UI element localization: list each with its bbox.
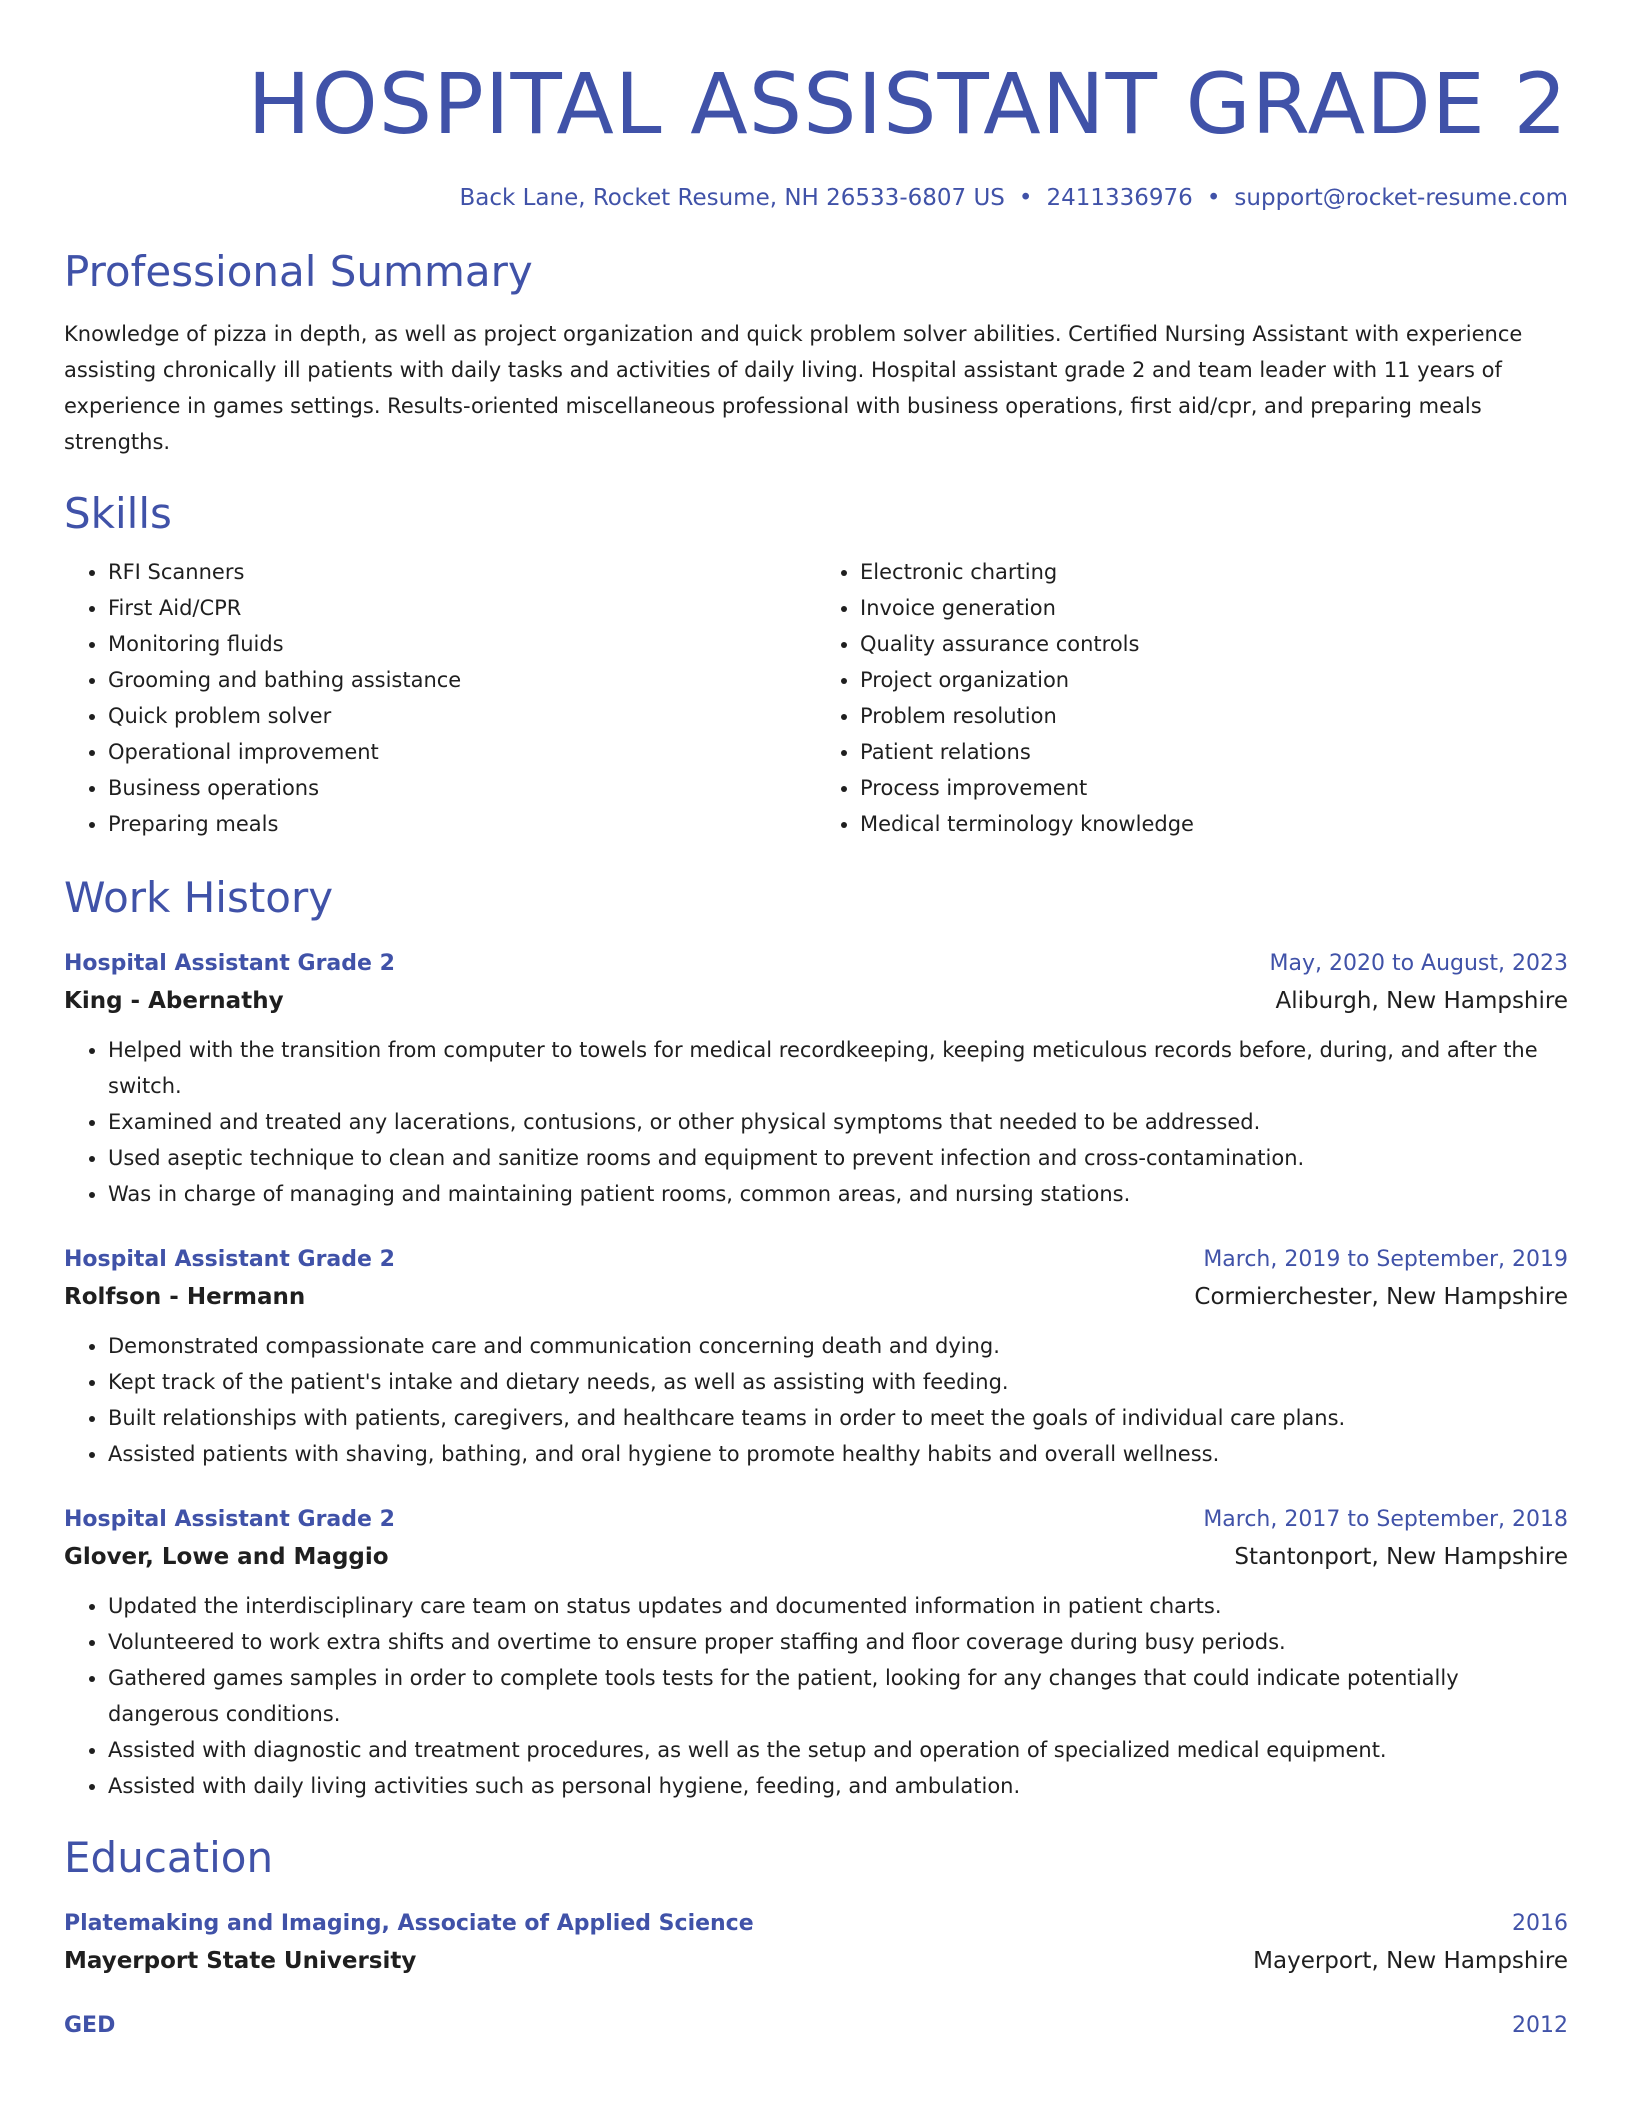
skill-item: • Quality assurance controls — [860, 626, 1568, 662]
summary-heading: Professional Summary — [64, 247, 533, 296]
education-year: 2012 — [1512, 2013, 1568, 2038]
education-entry — [64, 1906, 1568, 1980]
education-degree: Platemaking and Imaging, Associate of Applied Science — [64, 1911, 754, 1936]
resume-name: HOSPITAL ASSISTANT GRADE 2 — [247, 55, 1568, 153]
contact-separator: • — [1206, 185, 1221, 211]
job-company-row — [64, 1278, 1568, 1316]
job-bullet: • Updated the interdisciplinary care team on status updates and documented information in patient charts. — [108, 1588, 1568, 1624]
job-bullet: • Was in charge of managing and maintaining patient rooms, common areas, and nursing stations. — [108, 1176, 1568, 1212]
skill-item: • Process improvement — [860, 770, 1568, 806]
skill-item: • Electronic charting — [860, 554, 1568, 590]
job-bullet: • Helped with the transition from computer to towels for medical recordkeeping, keeping meticulous records before, during, and after the switch. — [108, 1032, 1568, 1104]
skills-list — [64, 554, 1568, 842]
contact-separator: • — [1018, 185, 1033, 211]
skill-item: • Grooming and bathing assistance — [108, 662, 816, 698]
skill-item: • Invoice generation — [860, 590, 1568, 626]
education-school: Mayerport State University — [64, 1948, 417, 1974]
job-bullet: • Volunteered to work extra shifts and overtime to ensure proper staffing and floor coverage during busy periods. — [108, 1624, 1568, 1660]
job-bullet: • Built relationships with patients, caregivers, and healthcare teams in order to meet the goals of individual care plans. — [108, 1400, 1568, 1436]
job-bullet: • Assisted with diagnostic and treatment procedures, as well as the setup and operation of specialized medical equipment. — [108, 1732, 1568, 1768]
skill-item: • Quick problem solver — [108, 698, 816, 734]
job-entry — [64, 946, 1568, 1212]
skill-item: • Project organization — [860, 662, 1568, 698]
job-location: Cormierchester, New Hampshire — [1194, 1284, 1568, 1310]
job-dates: May, 2020 to August, 2023 — [1269, 951, 1568, 976]
education-school-row — [64, 1942, 1568, 1980]
job-bullet: • Examined and treated any lacerations, contusions, or other physical symptoms that needed to be addressed. — [108, 1104, 1568, 1140]
job-location: Stantonport, New Hampshire — [1234, 1544, 1568, 1570]
education-heading: Education — [64, 1833, 274, 1882]
job-location: Aliburgh, New Hampshire — [1275, 988, 1568, 1014]
skill-item: • Patient relations — [860, 734, 1568, 770]
job-bullet: • Assisted with daily living activities such as personal hygiene, feeding, and ambulation. — [108, 1768, 1568, 1804]
job-entry — [64, 1242, 1568, 1472]
contact-line — [64, 182, 1568, 214]
skill-item: • Operational improvement — [108, 734, 816, 770]
job-dates: March, 2017 to September, 2018 — [1203, 1507, 1568, 1532]
job-bullet: • Kept track of the patient's intake and dietary needs, as well as assisting with feeding. — [108, 1364, 1568, 1400]
contact-email[interactable]: support@rocket-resume.com — [1234, 185, 1568, 211]
education-location: Mayerport, New Hampshire — [1253, 1948, 1568, 1974]
skill-item: • Medical terminology knowledge — [860, 806, 1568, 842]
job-bullets — [64, 1588, 1568, 1804]
job-company: King - Abernathy — [64, 988, 284, 1014]
summary-text: Knowledge of pizza in depth, as well as project organization and quick problem solver abilities. Certified Nursing Assistant with experience assisting chronically ill patients with daily tasks and activities of daily living. Hospital assistant grade 2 and team leader with 11 years of experience in games settings. Results-oriented miscellaneous professional with business operations, first aid/cpr, and preparing meals strengths. — [64, 322, 1523, 454]
job-bullet: • Demonstrated compassionate care and communication concerning death and dying. — [108, 1328, 1568, 1364]
job-company-row — [64, 1538, 1568, 1576]
job-entry — [64, 1502, 1568, 1804]
skill-item: • RFI Scanners — [108, 554, 816, 590]
skill-item: • First Aid/CPR — [108, 590, 816, 626]
job-bullets — [64, 1032, 1568, 1212]
job-bullet: • Assisted patients with shaving, bathing, and oral hygiene to promote healthy habits and overall wellness. — [108, 1436, 1568, 1472]
skills-column-left — [64, 554, 816, 842]
contact-address: Back Lane, Rocket Resume, NH 26533-6807 US — [459, 185, 1005, 211]
job-dates: March, 2019 to September, 2019 — [1203, 1247, 1568, 1272]
skill-item: • Preparing meals — [108, 806, 816, 842]
job-title: Hospital Assistant Grade 2 — [64, 1507, 395, 1532]
job-title: Hospital Assistant Grade 2 — [64, 1247, 395, 1272]
skills-heading: Skills — [64, 489, 172, 538]
job-company: Rolfson - Hermann — [64, 1284, 306, 1310]
skill-item: • Problem resolution — [860, 698, 1568, 734]
job-bullet: • Gathered games samples in order to complete tools tests for the patient, looking for any changes that could indicate potentially dangerous conditions. — [108, 1660, 1568, 1732]
education-header-row — [64, 1906, 1568, 1942]
job-bullet: • Used aseptic technique to clean and sanitize rooms and equipment to prevent infection and cross-contamination. — [108, 1140, 1568, 1176]
skill-item: • Business operations — [108, 770, 816, 806]
job-title: Hospital Assistant Grade 2 — [64, 951, 395, 976]
education-entry — [64, 2008, 1568, 2044]
skills-column-right — [816, 554, 1568, 842]
education-degree: GED — [64, 2013, 116, 2038]
job-header-row — [64, 1242, 1568, 1278]
work-history-heading: Work History — [64, 873, 334, 922]
education-year: 2016 — [1512, 1911, 1568, 1936]
job-header-row — [64, 1502, 1568, 1538]
job-company-row — [64, 982, 1568, 1020]
job-header-row — [64, 946, 1568, 982]
job-company: Glover, Lowe and Maggio — [64, 1544, 389, 1570]
contact-phone: 2411336976 — [1046, 185, 1193, 211]
education-header-row — [64, 2008, 1568, 2044]
job-bullets — [64, 1328, 1568, 1472]
skill-item: • Monitoring fluids — [108, 626, 816, 662]
